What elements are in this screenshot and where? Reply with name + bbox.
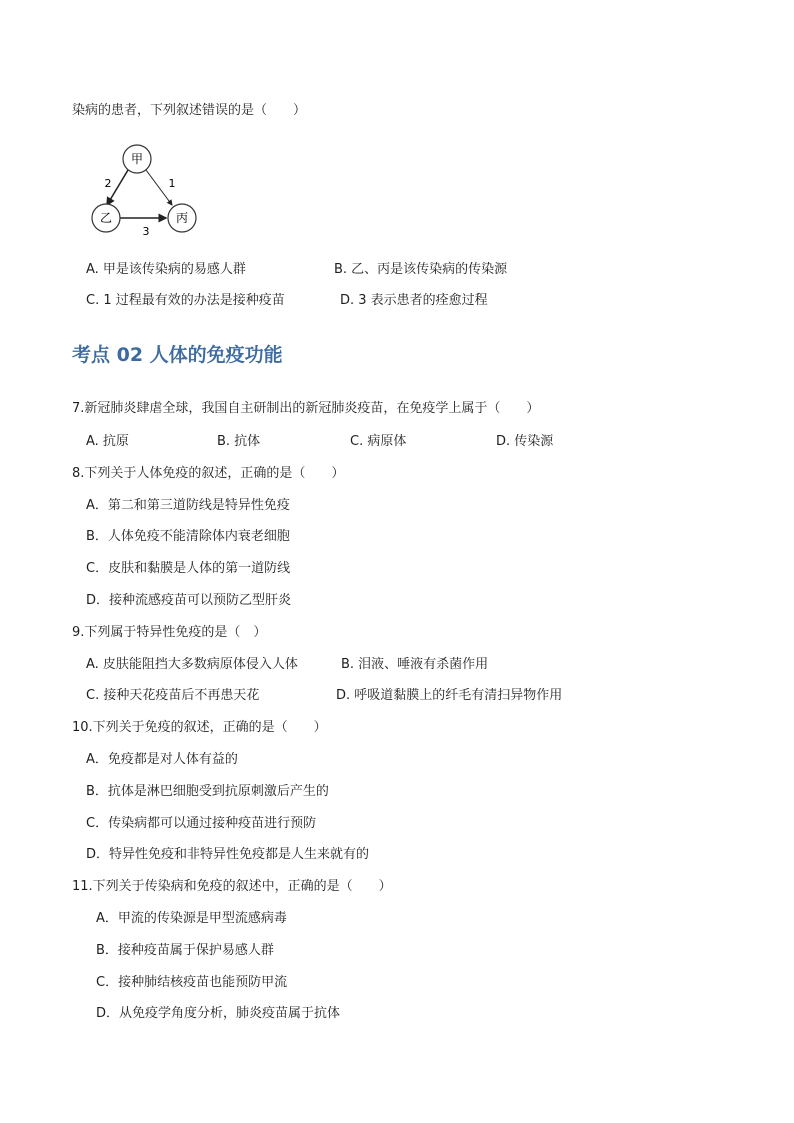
question-8-option-c: C．皮肤和黏膜是人体的第一道防线 [86,561,291,576]
question-10-option-d: D．特异性免疫和非特异性免疫都是人生来就有的 [86,847,370,862]
question-11-option-d: D．从免疫学角度分析，肺炎疫苗属于抗体 [96,1006,341,1021]
question-9-stem: 9.下列属于特异性免疫的是（ ） [72,625,267,640]
question-7-stem: 7.新冠肺炎肆虐全球，我国自主研制出的新冠肺炎疫苗，在免疫学上属于（ ） [72,401,540,416]
edge-2-label: 2 [104,177,112,190]
question-10-option-b: B．抗体是淋巴细胞受到抗原刺激后产生的 [86,784,329,799]
question-6-option-d: D. 3 表示患者的痊愈过程 [340,293,488,308]
question-11-stem: 11.下列关于传染病和免疫的叙述中，正确的是（ ） [72,879,392,894]
question-9-option-b: B. 泪液、唾液有杀菌作用 [341,657,489,672]
question-6-option-c: C. 1 过程最有效的办法是接种疫苗 [86,293,285,308]
question-7-option-a: A. 抗原 [86,434,129,449]
question-9-option-d: D. 呼吸道黏膜上的纤毛有清扫异物作用 [336,688,563,703]
question-11-option-a: A．甲流的传染源是甲型流感病毒 [96,911,287,926]
question-11-option-c: C．接种肺结核疫苗也能预防甲流 [96,975,288,990]
question-8-option-a: A．第二和第三道防线是特异性免疫 [86,498,290,513]
question-10-stem: 10.下列关于免疫的叙述，正确的是（ ） [72,720,327,735]
node-c-label: 丙 [175,211,189,225]
transmission-diagram [86,143,206,239]
question-10-option-c: C．传染病都可以通过接种疫苗进行预防 [86,816,317,831]
node-b-label: 乙 [99,211,113,225]
question-9-option-a: A. 皮肤能阻挡大多数病原体侵入人体 [86,657,298,672]
question-8-stem: 8.下列关于人体免疫的叙述，正确的是（ ） [72,466,345,481]
question-7-option-b: B. 抗体 [217,434,261,449]
edge-1-label: 1 [168,177,176,190]
question-6-option-b: B. 乙、丙是该传染病的传染源 [334,262,508,277]
node-a-label: 甲 [130,152,144,166]
edge-3-label: 3 [142,225,150,238]
question-11-option-b: B．接种疫苗属于保护易感人群 [96,943,274,958]
question-6-option-a: A. 甲是该传染病的易感人群 [86,262,246,277]
section-heading: 考点 02 人体的免疫功能 [72,344,283,366]
question-7-option-c: C. 病原体 [350,434,407,449]
question-9-option-c: C. 接种天花疫苗后不再患天花 [86,688,260,703]
question-8-option-b: B．人体免疫不能清除体内衰老细胞 [86,529,290,544]
question-10-option-a: A．免疫都是对人体有益的 [86,752,238,767]
question-8-option-d: D．接种流感疫苗可以预防乙型肝炎 [86,593,292,608]
question-7-option-d: D. 传染源 [496,434,554,449]
question-6-stem: 染病的患者，下列叙述错误的是（ ） [72,103,307,118]
